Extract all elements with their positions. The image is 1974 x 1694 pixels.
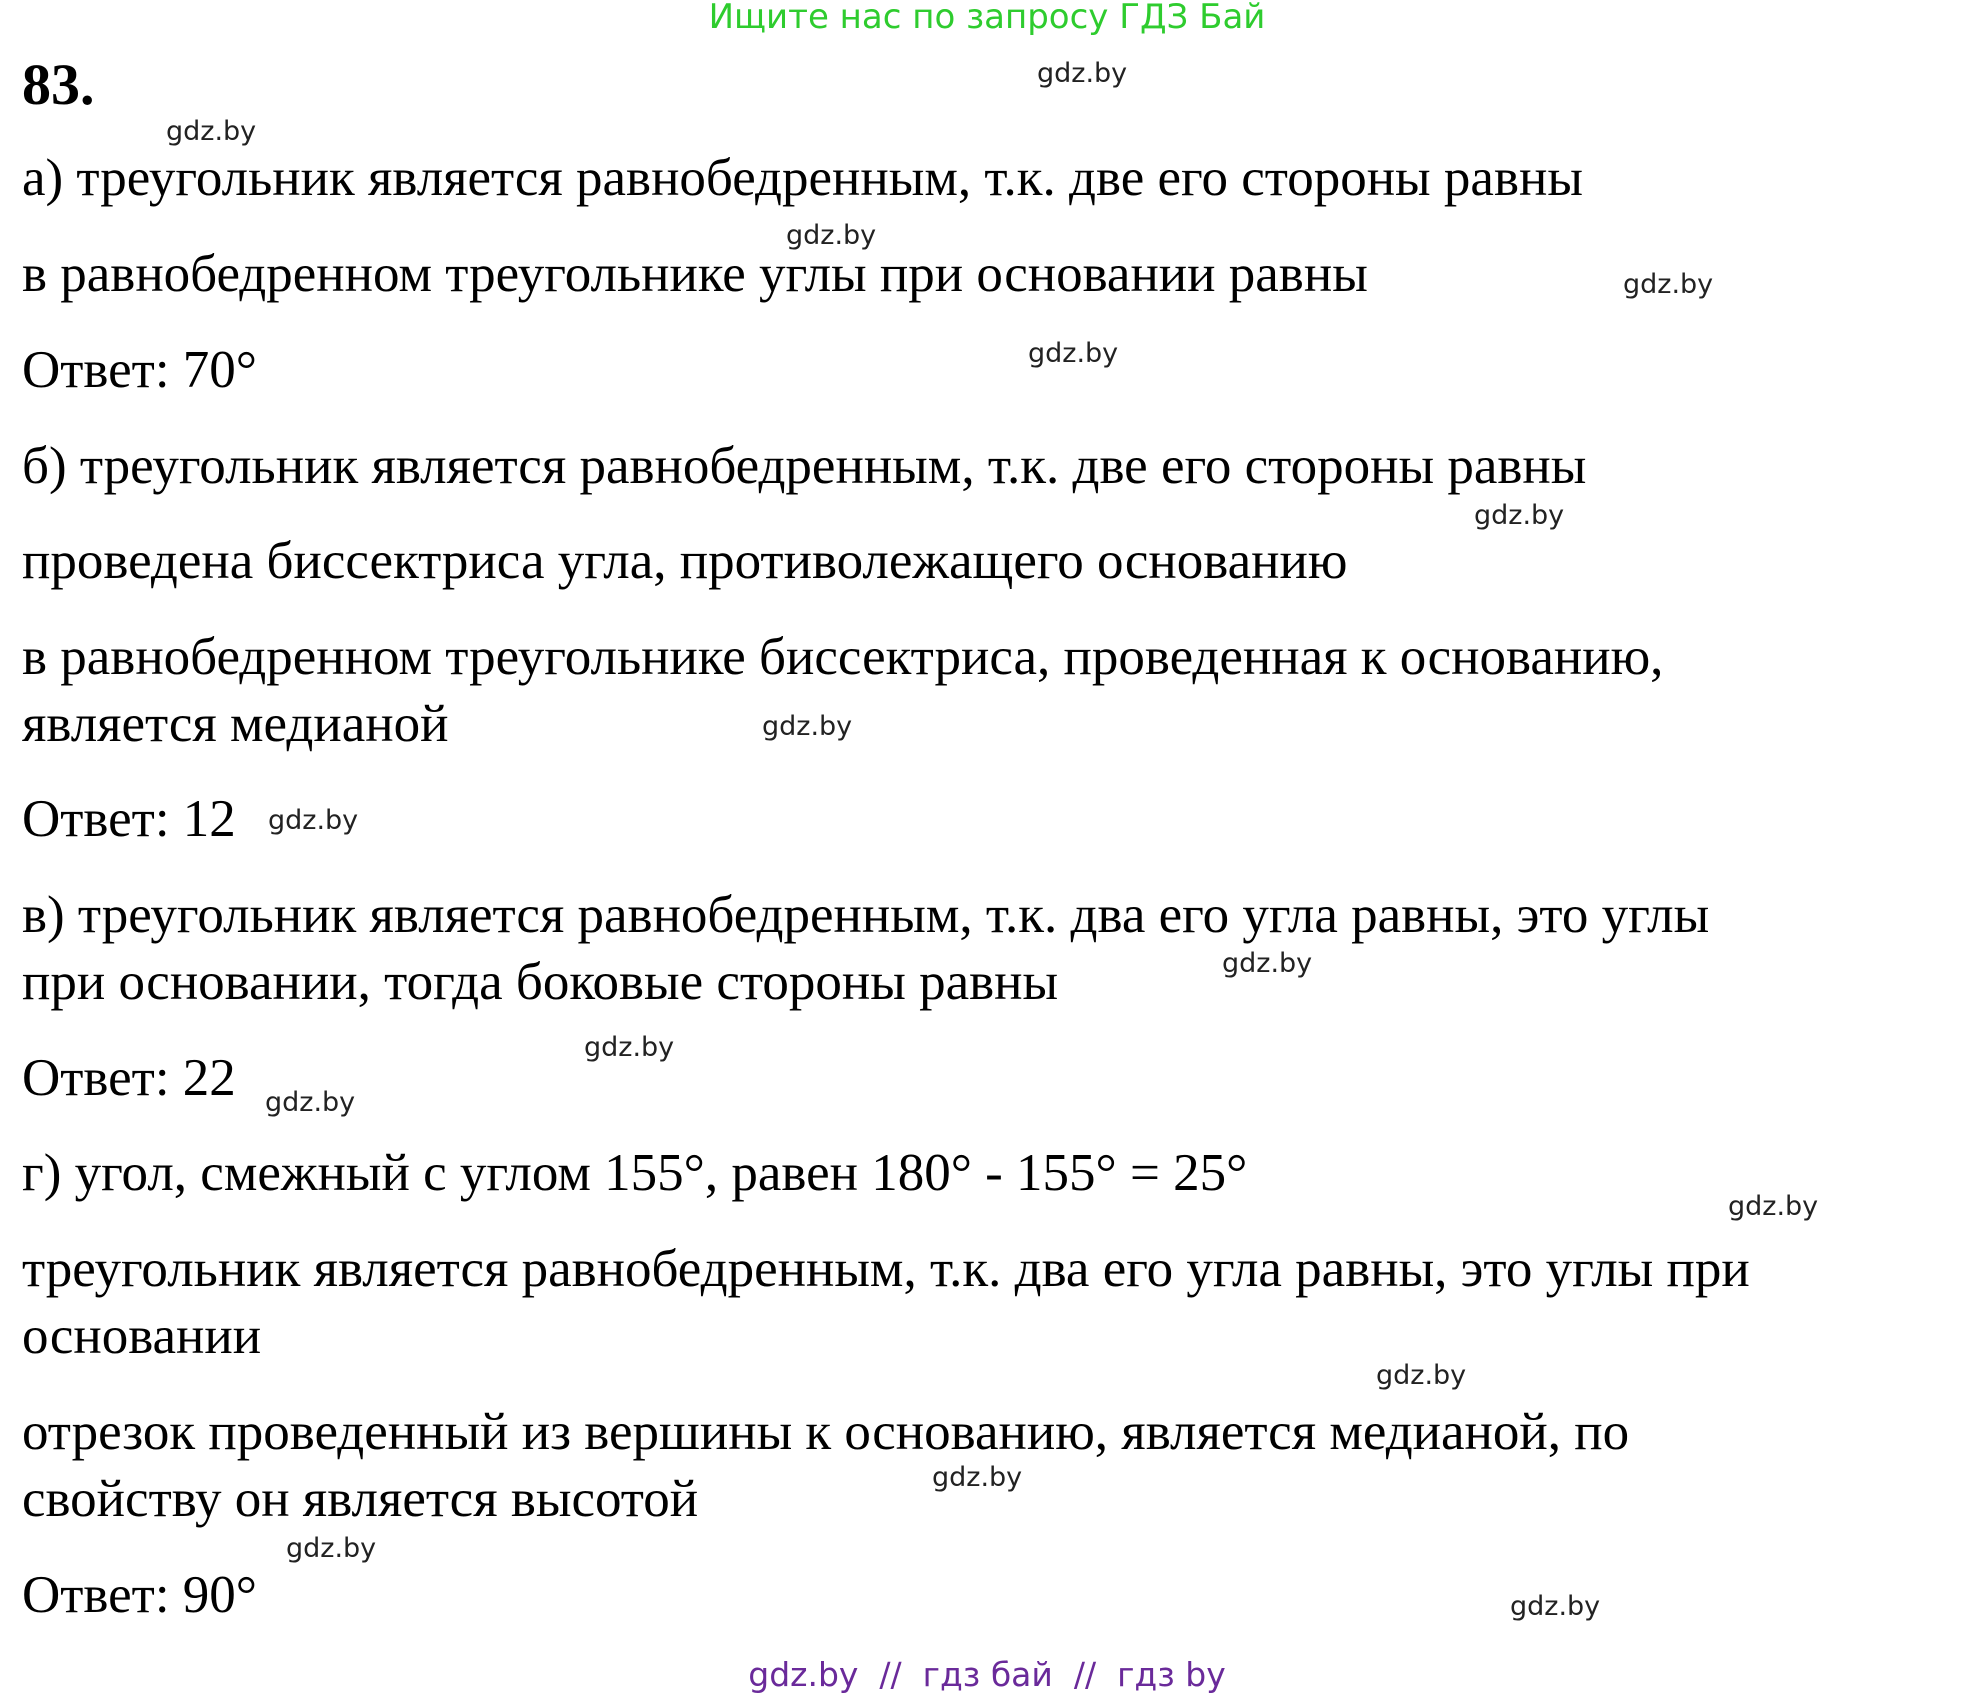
watermark: gdz.by xyxy=(584,1032,675,1063)
footer-link-gdz-by[interactable]: gdz.by xyxy=(748,1655,859,1694)
solution-line-a1: а) треугольник является равнобедренным, т.к. две его стороны равны xyxy=(22,149,1583,207)
watermark: gdz.by xyxy=(1474,500,1565,531)
search-hint-banner: Ищите нас по запросу ГДЗ Бай xyxy=(708,0,1266,37)
solution-line-b4: является медианой xyxy=(22,695,449,753)
watermark: gdz.by xyxy=(1037,58,1128,89)
solution-line-b1: б) треугольник является равнобедренным, т.к. две его стороны равны xyxy=(22,437,1587,495)
solution-line-g4: отрезок проведенный из вершины к основанию, является медианой, по xyxy=(22,1403,1630,1461)
watermark: gdz.by xyxy=(1623,269,1714,300)
solution-line-g5: свойству он является высотой xyxy=(22,1470,699,1528)
solution-line-g2: треугольник является равнобедренным, т.к. два его угла равны, это углы при xyxy=(22,1240,1750,1298)
watermark: gdz.by xyxy=(1376,1360,1467,1391)
solution-line-b3: в равнобедренном треугольнике биссектриса, проведенная к основанию, xyxy=(22,628,1664,686)
watermark: gdz.by xyxy=(786,220,877,251)
footer-link-gdz-by-mixed[interactable]: гдз by xyxy=(1117,1655,1226,1694)
watermark: gdz.by xyxy=(932,1462,1023,1493)
solution-line-g1: г) угол, смежный с углом 155°, равен 180° - 155° = 25° xyxy=(22,1144,1248,1202)
footer-link-gdz-bai[interactable]: гдз бай xyxy=(922,1655,1053,1694)
watermark: gdz.by xyxy=(265,1087,356,1118)
watermark: gdz.by xyxy=(1728,1191,1819,1222)
footer-links xyxy=(0,1655,1974,1694)
task-number: 83. xyxy=(22,52,95,117)
answer-g: Ответ: 90° xyxy=(22,1566,258,1624)
watermark: gdz.by xyxy=(1510,1591,1601,1622)
watermark: gdz.by xyxy=(286,1533,377,1564)
watermark: gdz.by xyxy=(166,116,257,147)
answer-b: Ответ: 12 xyxy=(22,790,236,848)
solution-line-g3: основании xyxy=(22,1307,262,1365)
solution-line-a2: в равнобедренном треугольнике углы при основании равны xyxy=(22,245,1368,303)
solution-line-b2: проведена биссектриса угла, противолежащего основанию xyxy=(22,532,1348,590)
watermark: gdz.by xyxy=(268,805,359,836)
footer-separator: // xyxy=(1052,1655,1118,1694)
watermark: gdz.by xyxy=(1222,948,1313,979)
watermark: gdz.by xyxy=(1028,338,1119,369)
footer-separator: // xyxy=(858,1655,923,1694)
answer-v: Ответ: 22 xyxy=(22,1049,236,1107)
solution-line-v2: при основании, тогда боковые стороны равны xyxy=(22,953,1059,1011)
solution-line-v1: в) треугольник является равнобедренным, т.к. два его угла равны, это углы xyxy=(22,886,1710,944)
watermark: gdz.by xyxy=(762,711,853,742)
answer-a: Ответ: 70° xyxy=(22,341,258,399)
